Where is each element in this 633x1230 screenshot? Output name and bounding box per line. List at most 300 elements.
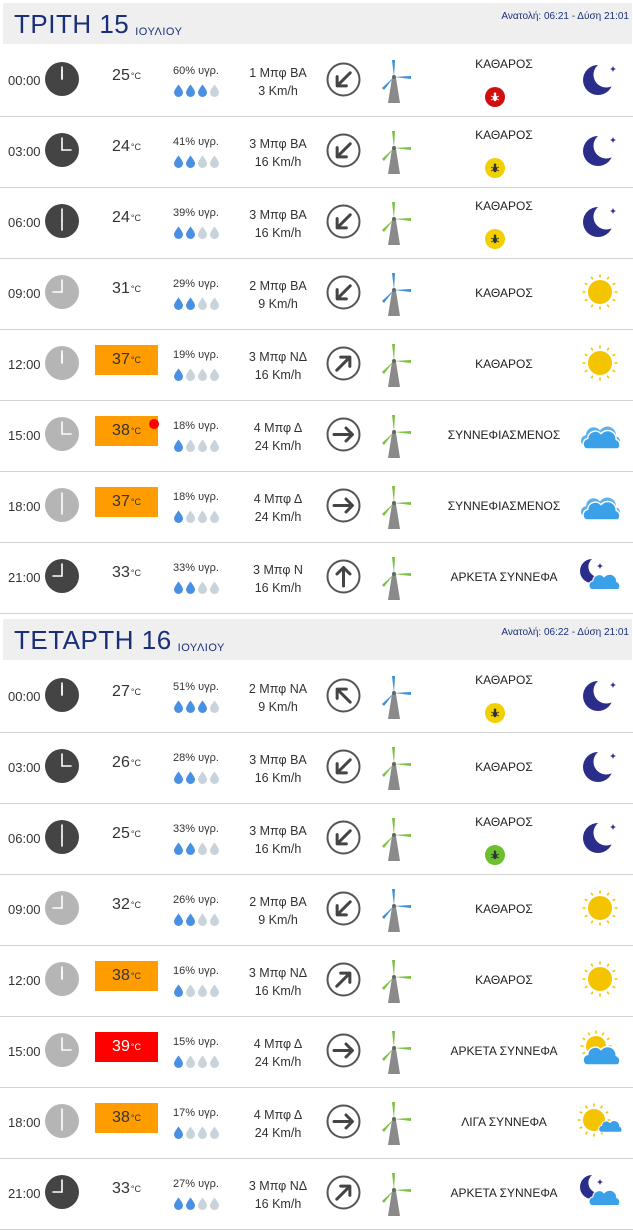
- sunrise-sunset: Ανατολή: 06:21 - Δύση 21:01: [501, 11, 629, 22]
- forecast-row: [0, 661, 633, 733]
- forecast-time: 03:00: [8, 144, 41, 159]
- temperature: [95, 961, 158, 991]
- drop-icon: [197, 984, 209, 1001]
- drop-icon: [173, 771, 185, 788]
- wind-force: 3 Μπφ ΒΑ: [249, 208, 307, 222]
- humidity: 19% υγρ.: [173, 349, 219, 361]
- wind-force: 3 Μπφ ΝΔ: [248, 1179, 308, 1193]
- humidity: 27% υγρ.: [173, 1178, 219, 1190]
- wind-turbine-icon: [375, 1100, 413, 1146]
- sun-icon: [576, 888, 622, 928]
- wind-direction-arrow-icon: [326, 488, 361, 523]
- sun-icon: [576, 959, 622, 999]
- green-badge-icon: [485, 845, 505, 865]
- sun-icon: [576, 343, 622, 383]
- sky-condition: ΑΡΚΕΤΑ ΣΥΝΝΕΦΑ: [450, 570, 558, 584]
- wind-direction-arrow-icon: [326, 1104, 361, 1139]
- drop-icon: [197, 1197, 209, 1214]
- wind-turbine-icon: [375, 484, 413, 530]
- forecast-time: 06:00: [8, 215, 41, 230]
- clock-icon: [45, 1104, 79, 1138]
- wind-direction-arrow-icon: [326, 346, 361, 381]
- wind-turbine-icon: [375, 342, 413, 388]
- humidity-drops: [173, 84, 221, 97]
- temperature-unit: °C: [130, 71, 141, 81]
- wind-speed: 16 Km/h: [254, 368, 302, 382]
- drop-icon: [209, 913, 221, 930]
- sky-condition: ΑΡΚΕΤΑ ΣΥΝΝΕΦΑ: [450, 1186, 558, 1200]
- temperature-value: 38: [112, 967, 130, 984]
- wind-force: 1 Μπφ ΒΑ: [249, 66, 307, 80]
- wind-direction-arrow-icon: [326, 559, 361, 594]
- wind-info: [238, 135, 318, 171]
- temperature-unit: °C: [130, 829, 141, 839]
- drop-icon: [185, 155, 197, 172]
- clock-icon: [45, 749, 79, 783]
- drop-icon: [197, 700, 209, 717]
- moon-icon: [576, 59, 622, 99]
- drop-icon: [209, 1197, 221, 1214]
- temperature-value: 27: [112, 683, 130, 700]
- day-header: [3, 3, 632, 44]
- yellow-badge-icon: [485, 158, 505, 178]
- temperature: [95, 1174, 158, 1204]
- drop-icon: [209, 771, 221, 788]
- drop-icon: [185, 368, 197, 385]
- temperature-value: 25: [112, 67, 130, 84]
- temperature-value: 37: [112, 493, 130, 510]
- wind-turbine-icon: [375, 674, 413, 720]
- wind-turbine-icon: [375, 555, 413, 601]
- forecast-row: [0, 542, 633, 614]
- drop-icon: [197, 1055, 209, 1072]
- drop-icon: [209, 368, 221, 385]
- drop-icon: [173, 1126, 185, 1143]
- humidity-drops: [173, 1055, 221, 1068]
- forecast-time: 12:00: [8, 357, 41, 372]
- drop-icon: [209, 1055, 221, 1072]
- humidity-drops: [173, 842, 221, 855]
- sky-condition: ΚΑΘΑΡΟΣ: [475, 57, 533, 71]
- forecast-time: 15:00: [8, 428, 41, 443]
- drop-icon: [173, 984, 185, 1001]
- sky-condition: ΚΑΘΑΡΟΣ: [475, 902, 533, 916]
- wind-speed: 16 Km/h: [254, 1197, 302, 1211]
- drop-icon: [197, 368, 209, 385]
- temperature-value: 31: [112, 280, 130, 297]
- red-badge-icon: [485, 87, 505, 107]
- humidity-drops: [173, 226, 221, 239]
- wind-force: 4 Μπφ Δ: [253, 492, 303, 506]
- wind-info: [238, 277, 318, 313]
- humidity: 33% υγρ.: [173, 562, 219, 574]
- temperature-unit: °C: [130, 284, 141, 294]
- wind-direction-arrow-icon: [326, 133, 361, 168]
- temperature-value: 33: [112, 564, 130, 581]
- drop-icon: [173, 226, 185, 243]
- drop-icon: [197, 842, 209, 859]
- wind-info: [238, 490, 318, 526]
- wind-direction-arrow-icon: [326, 678, 361, 713]
- wind-turbine-icon: [375, 58, 413, 104]
- drop-icon: [209, 297, 221, 314]
- drop-icon: [209, 1126, 221, 1143]
- clock-icon: [45, 204, 79, 238]
- drop-icon: [173, 581, 185, 598]
- day-header: [3, 619, 632, 660]
- wind-info: [238, 893, 318, 929]
- cloud-icon: [576, 414, 622, 454]
- humidity-drops: [173, 700, 221, 713]
- drop-icon: [197, 913, 209, 930]
- moon-icon: [576, 746, 622, 786]
- drop-icon: [185, 510, 197, 527]
- moon-cloud-icon: [576, 1172, 622, 1212]
- humidity: 28% υγρ.: [173, 752, 219, 764]
- humidity: 51% υγρ.: [173, 681, 219, 693]
- sun-small-cloud-icon: [576, 1101, 622, 1141]
- temperature-unit: °C: [130, 142, 141, 152]
- forecast-time: 21:00: [8, 570, 41, 585]
- wind-info: [238, 751, 318, 787]
- sky-condition: ΣΥΝΝΕΦΙΑΣΜΕΝΟΣ: [447, 499, 561, 513]
- day-title: [14, 625, 225, 656]
- wind-force: 4 Μπφ Δ: [253, 1037, 303, 1051]
- forecast-row: [0, 187, 633, 259]
- sunrise-sunset: Ανατολή: 06:22 - Δύση 21:01: [501, 627, 629, 638]
- humidity-drops: [173, 297, 221, 310]
- alert-dot-icon[interactable]: [149, 419, 159, 429]
- sky-condition: ΚΑΘΑΡΟΣ: [475, 357, 533, 371]
- forecast-time: 00:00: [8, 73, 41, 88]
- wind-info: [238, 1035, 318, 1071]
- temperature-unit: °C: [130, 1042, 141, 1052]
- humidity-drops: [173, 1126, 221, 1139]
- wind-turbine-icon: [375, 887, 413, 933]
- drop-icon: [209, 439, 221, 456]
- wind-speed: 9 Km/h: [258, 297, 298, 311]
- humidity: 17% υγρ.: [173, 1107, 219, 1119]
- drop-icon: [173, 155, 185, 172]
- drop-icon: [173, 510, 185, 527]
- drop-icon: [173, 439, 185, 456]
- drop-icon: [197, 581, 209, 598]
- drop-icon: [185, 700, 197, 717]
- drop-icon: [197, 510, 209, 527]
- day-name: ΤΡΙΤΗ 15: [14, 9, 130, 39]
- wind-turbine-icon: [375, 129, 413, 175]
- moon-icon: [576, 675, 622, 715]
- wind-direction-arrow-icon: [326, 1175, 361, 1210]
- wind-turbine-icon: [375, 1029, 413, 1075]
- forecast-row: [0, 45, 633, 117]
- forecast-time: 12:00: [8, 973, 41, 988]
- drop-icon: [185, 913, 197, 930]
- temperature: [95, 890, 158, 920]
- wind-direction-arrow-icon: [326, 204, 361, 239]
- forecast-row: [0, 258, 633, 330]
- drop-icon: [173, 700, 185, 717]
- temperature: [95, 558, 158, 588]
- wind-info: [238, 964, 318, 1000]
- day-name: ΤΕΤΑΡΤΗ 16: [14, 625, 172, 655]
- wind-direction-arrow-icon: [326, 275, 361, 310]
- wind-info: [238, 348, 318, 384]
- sky-condition: ΚΑΘΑΡΟΣ: [475, 199, 533, 213]
- clock-icon: [45, 133, 79, 167]
- wind-speed: 24 Km/h: [254, 439, 302, 453]
- forecast-row: [0, 732, 633, 804]
- sky-condition: ΚΑΘΑΡΟΣ: [475, 815, 533, 829]
- temperature: [95, 677, 158, 707]
- temperature-value: 38: [112, 1109, 130, 1126]
- temperature-unit: °C: [130, 758, 141, 768]
- moon-icon: [576, 130, 622, 170]
- clock-icon: [45, 891, 79, 925]
- temperature-value: 33: [112, 1180, 130, 1197]
- wind-info: [238, 561, 318, 597]
- drop-icon: [173, 297, 185, 314]
- humidity: 41% υγρ.: [173, 136, 219, 148]
- forecast-row: [0, 329, 633, 401]
- wind-info: [238, 206, 318, 242]
- sky-condition: ΚΑΘΑΡΟΣ: [475, 286, 533, 300]
- clock-icon: [45, 346, 79, 380]
- clock-icon: [45, 678, 79, 712]
- wind-turbine-icon: [375, 816, 413, 862]
- wind-turbine-icon: [375, 745, 413, 791]
- wind-speed: 9 Km/h: [258, 700, 298, 714]
- sky-condition: ΛΙΓΑ ΣΥΝΝΕΦΑ: [461, 1115, 547, 1129]
- temperature-unit: °C: [130, 687, 141, 697]
- temperature-unit: °C: [130, 1184, 141, 1194]
- cloud-icon: [576, 485, 622, 525]
- wind-turbine-icon: [375, 200, 413, 246]
- forecast-row: [0, 1087, 633, 1159]
- forecast-time: 21:00: [8, 1186, 41, 1201]
- humidity: 18% υγρ.: [173, 420, 219, 432]
- drop-icon: [209, 984, 221, 1001]
- wind-speed: 16 Km/h: [254, 984, 302, 998]
- temperature-value: 24: [112, 209, 130, 226]
- drop-icon: [185, 1126, 197, 1143]
- drop-icon: [173, 1197, 185, 1214]
- drop-icon: [197, 84, 209, 101]
- wind-force: 3 Μπφ ΒΑ: [249, 137, 307, 151]
- humidity: 15% υγρ.: [173, 1036, 219, 1048]
- drop-icon: [185, 439, 197, 456]
- sky-condition: ΚΑΘΑΡΟΣ: [475, 973, 533, 987]
- drop-icon: [185, 771, 197, 788]
- clock-icon: [45, 820, 79, 854]
- humidity: 26% υγρ.: [173, 894, 219, 906]
- wind-direction-arrow-icon: [326, 962, 361, 997]
- temperature-value: 24: [112, 138, 130, 155]
- humidity: 60% υγρ.: [173, 65, 219, 77]
- wind-speed: 9 Km/h: [258, 913, 298, 927]
- drop-icon: [173, 84, 185, 101]
- drop-icon: [197, 771, 209, 788]
- drop-icon: [185, 1055, 197, 1072]
- temperature: [95, 203, 158, 233]
- temperature-value: 37: [112, 351, 130, 368]
- drop-icon: [209, 155, 221, 172]
- forecast-row: [0, 803, 633, 875]
- drop-icon: [185, 1197, 197, 1214]
- drop-icon: [173, 842, 185, 859]
- wind-force: 4 Μπφ Δ: [253, 421, 303, 435]
- temperature-unit: °C: [130, 971, 141, 981]
- sky-condition: ΣΥΝΝΕΦΙΑΣΜΕΝΟΣ: [447, 428, 561, 442]
- wind-speed: 16 Km/h: [254, 155, 302, 169]
- temperature-unit: °C: [130, 355, 141, 365]
- temperature-unit: °C: [130, 900, 141, 910]
- temperature-value: 39: [112, 1038, 130, 1055]
- temperature: [95, 345, 158, 375]
- wind-speed: 16 Km/h: [254, 771, 302, 785]
- wind-direction-arrow-icon: [326, 1033, 361, 1068]
- forecast-time: 06:00: [8, 831, 41, 846]
- temperature: [95, 416, 158, 446]
- forecast-time: 15:00: [8, 1044, 41, 1059]
- drop-icon: [185, 581, 197, 598]
- sky-condition: ΚΑΘΑΡΟΣ: [475, 760, 533, 774]
- drop-icon: [185, 984, 197, 1001]
- wind-direction-arrow-icon: [326, 820, 361, 855]
- temperature-value: 38: [112, 422, 130, 439]
- wind-force: 3 Μπφ ΝΔ: [248, 966, 308, 980]
- drop-icon: [197, 439, 209, 456]
- humidity: 16% υγρ.: [173, 965, 219, 977]
- temperature-unit: °C: [130, 497, 141, 507]
- wind-force: 2 Μπφ ΒΑ: [249, 895, 307, 909]
- temperature-value: 25: [112, 825, 130, 842]
- sky-condition: ΚΑΘΑΡΟΣ: [475, 128, 533, 142]
- drop-icon: [173, 1055, 185, 1072]
- temperature-unit: °C: [130, 568, 141, 578]
- humidity-drops: [173, 510, 221, 523]
- forecast-row: [0, 945, 633, 1017]
- wind-info: [238, 64, 318, 100]
- humidity-drops: [173, 913, 221, 926]
- drop-icon: [209, 581, 221, 598]
- humidity: 18% υγρ.: [173, 491, 219, 503]
- wind-info: [238, 419, 318, 455]
- drop-icon: [185, 226, 197, 243]
- drop-icon: [197, 1126, 209, 1143]
- wind-force: 2 Μπφ ΒΑ: [249, 279, 307, 293]
- clock-icon: [45, 417, 79, 451]
- drop-icon: [185, 84, 197, 101]
- day-month: ΙΟΥΛΙΟΥ: [135, 26, 183, 38]
- temperature: [95, 132, 158, 162]
- sky-condition: ΚΑΘΑΡΟΣ: [475, 673, 533, 687]
- forecast-row: [0, 471, 633, 543]
- wind-force: 3 Μπφ Ν: [253, 563, 303, 577]
- forecast-row: [0, 874, 633, 946]
- clock-icon: [45, 962, 79, 996]
- drop-icon: [209, 700, 221, 717]
- sun-cloud-icon: [576, 1030, 622, 1070]
- drop-icon: [173, 368, 185, 385]
- forecast-row: [0, 1016, 633, 1088]
- sky-condition: ΑΡΚΕΤΑ ΣΥΝΝΕΦΑ: [450, 1044, 558, 1058]
- wind-info: [238, 680, 318, 716]
- yellow-badge-icon: [485, 703, 505, 723]
- wind-speed: 3 Km/h: [258, 84, 298, 98]
- drop-icon: [209, 842, 221, 859]
- humidity-drops: [173, 439, 221, 452]
- clock-icon: [45, 488, 79, 522]
- temperature: [95, 1103, 158, 1133]
- humidity: 29% υγρ.: [173, 278, 219, 290]
- yellow-badge-icon: [485, 229, 505, 249]
- forecast-row: [0, 1158, 633, 1230]
- humidity: 33% υγρ.: [173, 823, 219, 835]
- temperature-unit: °C: [130, 426, 141, 436]
- temperature: [95, 748, 158, 778]
- humidity-drops: [173, 771, 221, 784]
- clock-icon: [45, 1033, 79, 1067]
- wind-turbine-icon: [375, 958, 413, 1004]
- wind-turbine-icon: [375, 271, 413, 317]
- drop-icon: [197, 297, 209, 314]
- wind-force: 3 Μπφ ΒΑ: [249, 753, 307, 767]
- humidity-drops: [173, 581, 221, 594]
- wind-speed: 24 Km/h: [254, 510, 302, 524]
- humidity-drops: [173, 155, 221, 168]
- forecast-time: 00:00: [8, 689, 41, 704]
- drop-icon: [185, 842, 197, 859]
- drop-icon: [173, 913, 185, 930]
- sun-icon: [576, 272, 622, 312]
- clock-icon: [45, 1175, 79, 1209]
- wind-info: [238, 1106, 318, 1142]
- temperature: [95, 61, 158, 91]
- humidity-drops: [173, 368, 221, 381]
- clock-icon: [45, 559, 79, 593]
- wind-force: 4 Μπφ Δ: [253, 1108, 303, 1122]
- temperature: [95, 1032, 158, 1062]
- wind-direction-arrow-icon: [326, 62, 361, 97]
- forecast-time: 18:00: [8, 499, 41, 514]
- drop-icon: [197, 155, 209, 172]
- wind-turbine-icon: [375, 413, 413, 459]
- moon-icon: [576, 817, 622, 857]
- forecast-time: 18:00: [8, 1115, 41, 1130]
- wind-force: 2 Μπφ ΝΑ: [248, 682, 308, 696]
- temperature: [95, 819, 158, 849]
- wind-force: 3 Μπφ ΒΑ: [249, 824, 307, 838]
- humidity: 39% υγρ.: [173, 207, 219, 219]
- moon-cloud-icon: [576, 556, 622, 596]
- forecast-time: 09:00: [8, 286, 41, 301]
- forecast-time: 03:00: [8, 760, 41, 775]
- forecast-row: [0, 400, 633, 472]
- day-title: [14, 9, 182, 40]
- wind-force: 3 Μπφ ΝΔ: [248, 350, 308, 364]
- temperature-value: 26: [112, 754, 130, 771]
- humidity-drops: [173, 1197, 221, 1210]
- temperature: [95, 274, 158, 304]
- clock-icon: [45, 62, 79, 96]
- temperature-unit: °C: [130, 213, 141, 223]
- wind-speed: 16 Km/h: [254, 842, 302, 856]
- wind-speed: 24 Km/h: [254, 1055, 302, 1069]
- forecast-time: 09:00: [8, 902, 41, 917]
- drop-icon: [209, 84, 221, 101]
- wind-speed: 16 Km/h: [254, 226, 302, 240]
